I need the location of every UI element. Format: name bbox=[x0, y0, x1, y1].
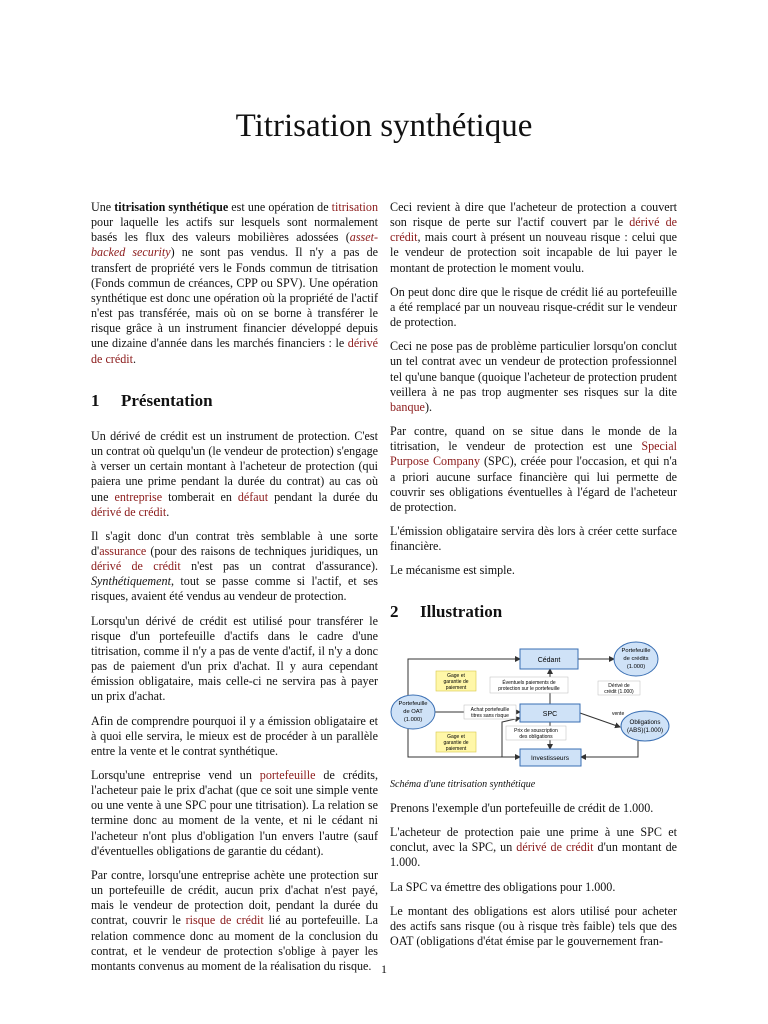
label-gage-bottom-1: Gage et bbox=[447, 733, 465, 740]
text: Ceci ne pose pas de problème particulier lorsqu'on conclut un tel contrat avec un vendeur de protection professionnel tel qu'une banque (quoique l'acheteur de protection prudent veillera à ne pas trop augmenter ses risques sur la dite bbox=[390, 339, 677, 399]
text: pendant la durée du bbox=[268, 489, 378, 504]
paragraph bbox=[390, 825, 677, 870]
label-portefeuille-oat-3: (1.000) bbox=[403, 716, 423, 723]
label-derive-credit-1: Dérivé de bbox=[608, 682, 630, 689]
paragraph: La SPC va émettre des obligations pour 1.000. bbox=[390, 879, 616, 894]
text: Un dérivé de crédit est un instrument de protection. C'est un contrat où quelqu'un (le vendeur de protection) s'engage à verser un certain montant à l'acheteur de protection (qui paiera une prime pendant la durée du contrat) au cas où une bbox=[91, 428, 378, 504]
text: Par contre, lorsqu'une entreprise achète une protection sur un portefeuille de crédit, aucun prix d'achat n'est payé, mais le vendeur de protection doit, pendant la durée du contrat, couvrir le bbox=[91, 867, 378, 928]
paragraph: Prenons l'exemple d'un portefeuille de crédit de 1.000. bbox=[390, 800, 654, 815]
label-achat-portefeuille-2: titres sans risque bbox=[471, 712, 509, 719]
link-derive-de-credit[interactable]: dérivé de crédit bbox=[91, 504, 167, 519]
page-title: Titrisation synthétique bbox=[235, 108, 533, 144]
text: L'acheteur de protection paie une prime à une SPC et conclut, avec la SPC, un bbox=[390, 825, 677, 855]
label-derive-credit-2: crédit (1.000) bbox=[604, 688, 634, 695]
text: (SPC), créée pour l'occasion, et qui n'a a priori aucune surface financière qui lui permette de couvrir ses obligations éventuelles à l'égard de l'acheteur de protection. bbox=[390, 454, 677, 514]
label-paiements-eventuels-1: Éventuels paiements de bbox=[502, 679, 556, 686]
ellipse-obligations bbox=[621, 711, 669, 741]
page-number: 1 bbox=[381, 962, 387, 976]
label-portefeuille-credits-1: Portefeuille bbox=[621, 647, 651, 654]
link-risque-de-credit[interactable]: risque de crédit bbox=[185, 913, 264, 928]
arrow-obligations-investisseurs bbox=[581, 741, 638, 757]
link-special-purpose-company[interactable]: Special Purpose Company bbox=[390, 439, 677, 469]
label-portefeuille-credits-2: de crédits bbox=[623, 655, 649, 662]
paragraph bbox=[390, 339, 677, 415]
link-assurance[interactable]: assurance bbox=[99, 543, 147, 558]
link-asset-backed-security[interactable]: asset-backed security bbox=[91, 230, 378, 260]
text: Ceci revient à dire que l'acheteur de protection a couvert son risque de perte sur l'actif couvert par le bbox=[390, 200, 677, 230]
paragraph bbox=[91, 868, 378, 974]
text: . bbox=[166, 504, 170, 519]
bold-term: titrisation synthétique bbox=[114, 200, 229, 214]
section-heading-presentation bbox=[91, 390, 378, 410]
label-achat-portefeuille-1: Achat portefeuille bbox=[470, 706, 510, 713]
text: Lorsqu'une entreprise vend un bbox=[91, 768, 260, 782]
section-number: 2 bbox=[390, 602, 399, 622]
label-portefeuille-oat-2: de OAT bbox=[403, 708, 423, 715]
text: ). bbox=[424, 399, 432, 414]
label-gage-top-3: paiement bbox=[445, 684, 467, 691]
text: Une bbox=[91, 200, 115, 214]
paragraph: Lorsqu'un dérivé de crédit est utilisé pour transférer le risque d'un portefeuille d'actifs dans le cadre d'une titrisation, comme il n'y a pas de vente d'actif, il n'y a donc pas de paiement d'un prix d'achat. Il y aura cependant émission obligataire, mais celle-ci ne servira pas à payer un prix d'achat. bbox=[91, 613, 378, 704]
right-column bbox=[390, 200, 677, 958]
label-paiements-eventuels-2: protection sur le portefeuille bbox=[498, 685, 560, 692]
link-entreprise[interactable]: entreprise bbox=[114, 489, 163, 504]
text: ) ne sont pas vendus. Il n'y a pas de transfert de propriété vers le Fonds commun de titrisation (Fonds commun de créances, CPP ou SPV). Une opération synthétique est donc une opération où la propriété de l'actif n'est pas transférée, mais où on se borne à transférer le risque grâce à un instrument financier développé depuis une dizaine d'année dans les marchés financiers : le bbox=[91, 245, 378, 351]
titrisation-diagram bbox=[390, 638, 675, 773]
paragraph: On peut donc dire que le risque de crédit lié au portefeuille a été remplacé par un nouveau risque-crédit sur le vendeur de protection. bbox=[390, 284, 677, 330]
link-derive-de-credit[interactable]: dérivé de crédit bbox=[516, 840, 594, 855]
text: pour laquelle les actifs sur lesquels sont normalement basés les flux des valeurs mobilières adossées ( bbox=[91, 215, 378, 245]
figure-caption: Schéma d'une titrisation synthétique bbox=[390, 778, 536, 790]
link-derive-de-credit[interactable]: dérivé de crédit bbox=[91, 559, 181, 574]
label-spc: SPC bbox=[542, 710, 558, 718]
text: Il s'agit donc d'un contrat très semblable à une sorte d' bbox=[91, 528, 378, 558]
text: Par contre, quand on se situe dans le monde de la titrisation, le vendeur de protection est une bbox=[390, 424, 677, 454]
label-gage-bottom-2: garantie de bbox=[443, 739, 469, 746]
label-investisseurs: Investisseurs bbox=[531, 754, 569, 762]
label-portefeuille-oat-1: Portefeuille bbox=[398, 700, 428, 707]
label-prix-souscription-1: Prix de souscription bbox=[514, 727, 558, 734]
paragraph bbox=[390, 424, 677, 515]
paragraph bbox=[91, 768, 378, 859]
paragraph bbox=[91, 529, 378, 605]
text: est une opération de bbox=[228, 200, 332, 214]
text: . bbox=[132, 351, 136, 366]
paragraph bbox=[91, 429, 378, 520]
text: n'est pas un contrat d'assurance). bbox=[180, 559, 378, 574]
label-cedant: Cédant bbox=[537, 656, 561, 664]
label-gage-top-1: Gage et bbox=[447, 672, 465, 679]
label-prix-souscription-2: des obligations bbox=[519, 733, 553, 740]
italic-term: Synthétiquement bbox=[91, 574, 171, 589]
text: lié au portefeuille. La relation commence donc au moment de la conclusion du contrat, et le vendeur de protection s'oblige à payer les montants convenus au moment de la réalisation du risque. bbox=[91, 913, 378, 973]
link-derive-de-credit[interactable]: dérivé de crédit bbox=[91, 336, 378, 366]
paragraph bbox=[390, 200, 677, 276]
label-gage-top-2: garantie de bbox=[443, 678, 469, 685]
paragraph: Afin de comprendre pourquoi il y a émission obligataire et à quoi elle servira, le mieux est de procéder à un parallèle entre la vente et le contrat synthétique. bbox=[91, 713, 378, 758]
text: (pour des raisons de techniques juridiques, un bbox=[146, 543, 378, 558]
link-titrisation[interactable]: titrisation bbox=[331, 200, 379, 214]
paragraph: Le mécanisme est simple. bbox=[390, 563, 515, 578]
label-gage-bottom-3: paiement bbox=[445, 745, 467, 752]
link-banque[interactable]: banque bbox=[390, 399, 425, 414]
label-vente: vente bbox=[612, 710, 625, 717]
section-title: Illustration bbox=[420, 602, 503, 622]
link-defaut[interactable]: défaut bbox=[237, 489, 269, 504]
link-derive-de-credit[interactable]: dérivé de crédit bbox=[390, 215, 678, 245]
text: tomberait en bbox=[162, 489, 238, 504]
text: d'un montant de 1.000. bbox=[390, 840, 677, 870]
left-column bbox=[91, 200, 378, 983]
text: de crédits, l'acheteur paie le prix d'achat (que ce soit une simple vente ou une vente à une SPC pour une titrisation). La relation se termine donc au moment de la vente, et ni le cédant ni l'acheteur n'ont plus d'obligation l'un envers l'autre (sauf d'éventuelles obligations de garantie du cédant). bbox=[91, 768, 378, 858]
label-portefeuille-credits-3: (1.000) bbox=[626, 663, 646, 670]
text: , mais court à présent un nouveau risque : celui que le vendeur de protection soit incapable de lui payer le montant de protection le moment voulu. bbox=[390, 230, 677, 275]
label-obligations-1: Obligations bbox=[629, 718, 661, 726]
paragraph: Le montant des obligations est alors utilisé pour acheter des actifs sans risque (ou à risque très faible) tels que des OAT (obligations d'état émise par le gouvernement fran- bbox=[390, 903, 677, 948]
section-number: 1 bbox=[91, 390, 100, 410]
section-title: Présentation bbox=[121, 390, 213, 410]
label-obligations-2: (ABS)(1.000) bbox=[626, 726, 664, 734]
paragraph: L'émission obligataire servira dès lors à créer cette surface financière. bbox=[390, 523, 677, 554]
section-heading-illustration bbox=[390, 602, 677, 622]
text: , tout se passe comme si l'actif, et ses risques, avaient été vendus au vendeur de protection. bbox=[91, 574, 378, 604]
link-portefeuille[interactable]: portefeuille bbox=[259, 768, 316, 782]
intro-paragraph bbox=[91, 200, 378, 367]
